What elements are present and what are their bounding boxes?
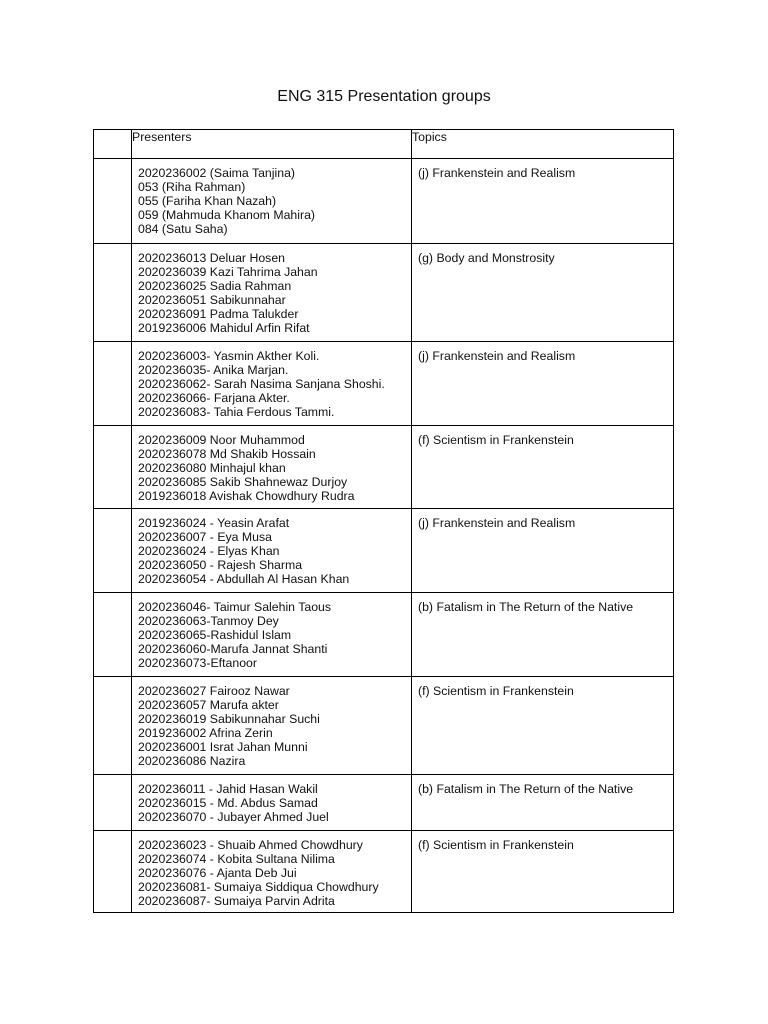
row-blank-cell bbox=[94, 342, 132, 426]
presenter-entry: 2020236076 - Ajanta Deb Jui bbox=[138, 866, 297, 880]
presenter-entry: 2020236046- Taimur Salehin Taous bbox=[138, 600, 332, 614]
presenter-entry: 2020236078 Md Shakib Hossain bbox=[138, 447, 316, 461]
presenter-entry: 2020236073-Eftanoor bbox=[138, 656, 257, 670]
topic-label: (j) Frankenstein and Realism bbox=[418, 166, 576, 180]
presenter-entry: 2019236006 Mahidul Arfin Rifat bbox=[138, 321, 310, 335]
table-row bbox=[94, 342, 674, 426]
topic-cell bbox=[412, 831, 674, 913]
topic-cell bbox=[412, 426, 674, 509]
topic-label: (f) Scientism in Frankenstein bbox=[418, 684, 574, 698]
presentation-groups-table bbox=[93, 129, 674, 913]
topic-cell bbox=[412, 159, 674, 244]
presenter-entry: 2020236007 - Eya Musa bbox=[138, 530, 272, 544]
presenter-entry: 2020236023 - Shuaib Ahmed Chowdhury bbox=[138, 838, 363, 852]
presenter-entry: 2020236057 Marufa akter bbox=[138, 698, 279, 712]
presenters-cell bbox=[132, 342, 412, 426]
presenters-cell bbox=[132, 244, 412, 342]
table-row bbox=[94, 831, 674, 913]
presenter-entry: 2020236019 Sabikunnahar Suchi bbox=[138, 712, 320, 726]
presenters-cell bbox=[132, 426, 412, 509]
presenter-entry: 2020236066- Farjana Akter. bbox=[138, 391, 290, 405]
topic-label: (b) Fatalism in The Return of the Native bbox=[418, 600, 634, 614]
presenter-entry: 2020236085 Sakib Shahnewaz Durjoy bbox=[138, 475, 348, 489]
table-row bbox=[94, 677, 674, 775]
topic-label: (f) Scientism in Frankenstein bbox=[418, 433, 574, 447]
table-body bbox=[94, 159, 674, 913]
row-blank-cell bbox=[94, 426, 132, 509]
header-blank-cell bbox=[94, 130, 132, 159]
presenter-entry: 2020236001 Israt Jahan Munni bbox=[138, 740, 308, 754]
topic-cell bbox=[412, 677, 674, 775]
presenter-entry: 2020236063-Tanmoy Dey bbox=[138, 614, 279, 628]
presenter-entry: 2020236027 Fairooz Nawar bbox=[138, 684, 290, 698]
row-blank-cell bbox=[94, 831, 132, 913]
topic-label: (f) Scientism in Frankenstein bbox=[418, 838, 574, 852]
presenter-entry: 2020236091 Padma Talukder bbox=[138, 307, 299, 321]
header-topics: Topics bbox=[412, 130, 674, 159]
presenter-entry: 2020236060-Marufa Jannat Shanti bbox=[138, 642, 328, 656]
presenters-cell bbox=[132, 159, 412, 244]
topic-cell bbox=[412, 342, 674, 426]
table-row bbox=[94, 159, 674, 244]
row-blank-cell bbox=[94, 159, 132, 244]
row-blank-cell bbox=[94, 775, 132, 831]
table-row bbox=[94, 509, 674, 593]
row-blank-cell bbox=[94, 244, 132, 342]
presenters-cell bbox=[132, 593, 412, 677]
header-presenters: Presenters bbox=[132, 130, 412, 159]
presenter-entry: 053 (Riha Rahman) bbox=[138, 180, 246, 194]
presenter-entry: 2020236080 Minhajul khan bbox=[138, 461, 286, 475]
table-row bbox=[94, 775, 674, 831]
presenter-entry: 055 (Fariha Khan Nazah) bbox=[138, 194, 277, 208]
presenters-cell bbox=[132, 775, 412, 831]
presenter-entry: 2020236087- Sumaiya Parvin Adrita bbox=[138, 894, 335, 908]
row-blank-cell bbox=[94, 509, 132, 593]
presenter-entry: 2020236035- Anika Marjan. bbox=[138, 363, 289, 377]
topic-cell bbox=[412, 775, 674, 831]
presenter-entry: 2020236025 Sadia Rahman bbox=[138, 279, 292, 293]
presenter-entry: 2020236011 - Jahid Hasan Wakil bbox=[138, 782, 318, 796]
presenter-entry: 2020236070 - Jubayer Ahmed Juel bbox=[138, 810, 329, 824]
presenter-entry: 2020236083- Tahia Ferdous Tammi. bbox=[138, 405, 335, 419]
presenter-entry: 2020236062- Sarah Nasima Sanjana Shoshi. bbox=[138, 377, 385, 391]
presenter-entry: 2020236009 Noor Muhammod bbox=[138, 433, 305, 447]
presenter-entry: 2020236015 - Md. Abdus Samad bbox=[138, 796, 318, 810]
presenter-entry: 2020236050 - Rajesh Sharma bbox=[138, 558, 303, 572]
topic-label: (b) Fatalism in The Return of the Native bbox=[418, 782, 634, 796]
presenter-entry: 2019236018 Avishak Chowdhury Rudra bbox=[138, 489, 355, 503]
page-title: ENG 315 Presentation groups bbox=[277, 88, 491, 105]
table-row bbox=[94, 426, 674, 509]
table-row bbox=[94, 593, 674, 677]
presenters-cell bbox=[132, 831, 412, 913]
presenter-entry: 2020236024 - Elyas Khan bbox=[138, 544, 280, 558]
presenter-entry: 2020236002 (Saima Tanjina) bbox=[138, 166, 296, 180]
presenters-cell bbox=[132, 509, 412, 593]
topic-cell bbox=[412, 593, 674, 677]
table-row bbox=[94, 244, 674, 342]
presenter-entry: 2019236024 - Yeasin Arafat bbox=[138, 516, 290, 530]
presenter-entry: 084 (Satu Saha) bbox=[138, 222, 228, 236]
presenter-entry: 2020236074 - Kobita Sultana Nilima bbox=[138, 852, 335, 866]
table-header-row bbox=[94, 130, 674, 159]
row-blank-cell bbox=[94, 677, 132, 775]
presenter-entry: 2020236003- Yasmin Akther Koli. bbox=[138, 349, 320, 363]
presenter-entry: 2020236081- Sumaiya Siddiqua Chowdhury bbox=[138, 880, 379, 894]
presenter-entry: 2020236065-Rashidul Islam bbox=[138, 628, 292, 642]
presenters-cell bbox=[132, 677, 412, 775]
topic-label: (j) Frankenstein and Realism bbox=[418, 349, 576, 363]
topic-cell bbox=[412, 244, 674, 342]
topic-label: (g) Body and Monstrosity bbox=[418, 251, 555, 265]
presenter-entry: 2020236039 Kazi Tahrima Jahan bbox=[138, 265, 318, 279]
presenter-entry: 2020236013 Deluar Hosen bbox=[138, 251, 285, 265]
presenter-entry: 2020236051 Sabikunnahar bbox=[138, 293, 286, 307]
presenter-entry: 2020236054 - Abdullah Al Hasan Khan bbox=[138, 572, 350, 586]
presenter-entry: 059 (Mahmuda Khanom Mahira) bbox=[138, 208, 316, 222]
presenter-entry: 2020236086 Nazira bbox=[138, 754, 246, 768]
topic-label: (j) Frankenstein and Realism bbox=[418, 516, 576, 530]
topic-cell bbox=[412, 509, 674, 593]
row-blank-cell bbox=[94, 593, 132, 677]
presenter-entry: 2019236002 Afrina Zerin bbox=[138, 726, 273, 740]
